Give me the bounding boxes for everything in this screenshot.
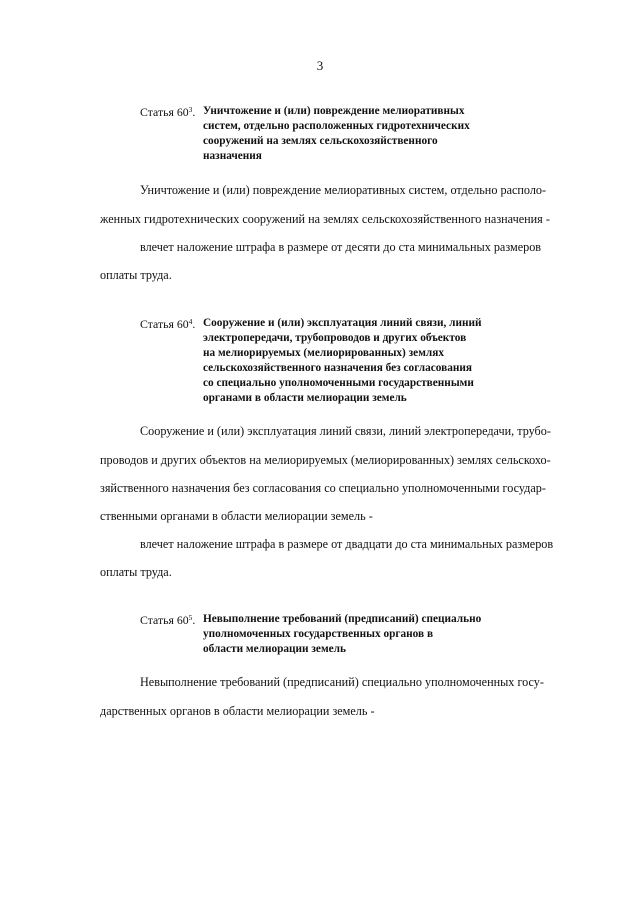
article-2-sup: 4 <box>188 317 193 326</box>
article-2-body-line-1: Сооружение и (или) эксплуатация линий связи, линий электропередачи, трубо- <box>140 424 551 438</box>
article-1-body-line-4: оплаты труда. <box>100 268 172 282</box>
article-2-title-line-6: органами в области мелиорации земель <box>203 392 407 404</box>
article-2-body-line-2: проводов и других объектов на мелиорируемых (мелиорированных) землях сельскохо- <box>100 453 551 467</box>
article-1-heading: Статья $60^3$. <box>140 105 196 119</box>
article-3-body-line-1: Невыполнение требований (предписаний) специально уполномоченных госу- <box>140 675 544 689</box>
article-3-title-line-3: области мелиорации земель <box>203 643 346 655</box>
article-2-title-line-1: Сооружение и (или) эксплуатация линий связи, линий <box>203 317 482 329</box>
article-1-title-line-3: сооружений на землях сельскохозяйственного <box>203 135 438 147</box>
article-2-title-line-3: на мелиорируемых (мелиорированных) землях <box>203 347 444 359</box>
article-2-body-line-3: зяйственного назначения без согласования со специально уполномоченными государ- <box>100 481 546 495</box>
article-1-title-line-2: систем, отдельно расположенных гидротехнических <box>203 120 470 132</box>
article-3-body-line-2: дарственных органов в области мелиорации земель - <box>100 704 375 718</box>
article-2-body-line-6: оплаты труда. <box>100 565 172 579</box>
page-number: 3 <box>316 58 324 73</box>
article-3-title-line-1: Невыполнение требований (предписаний) специально <box>203 613 482 625</box>
article-3-label: Статья 60 <box>140 613 189 627</box>
article-3-title-line-2: уполномоченных государственных органов в <box>203 628 434 640</box>
article-2-heading: Статья $60^4$. <box>140 317 196 331</box>
article-2-body-line-5: влечет наложение штрафа в размере от двадцати до ста минимальных размеров <box>140 537 554 551</box>
article-1-title-line-4: назначения <box>203 150 262 162</box>
article-2-title-line-5: со специально уполномоченными государственными <box>203 377 474 389</box>
article-2-body-line-4: ственными органами в области мелиорации земель - <box>100 509 373 523</box>
article-2-title-line-2: электропередачи, трубопроводов и других объектов <box>203 332 467 344</box>
article-2-label: Статья 60 <box>140 317 189 331</box>
article-1-body-line-1: Уничтожение и (или) повреждение мелиоративных систем, отдельно располо- <box>140 183 547 197</box>
article-1-label: Статья 60 <box>140 105 189 119</box>
article-3-heading: Статья $60^5$. <box>140 613 196 627</box>
article-1-sup: 3 <box>188 105 193 114</box>
article-2-title-line-4: сельскохозяйственного назначения без согласования <box>203 362 472 374</box>
article-1-body-line-2: женных гидротехнических сооружений на землях сельскохозяйственного назначения - <box>100 212 550 226</box>
article-3-sup: 5 <box>188 613 193 622</box>
article-1-title-line-1: Уничтожение и (или) повреждение мелиоративных <box>203 105 465 117</box>
article-1-body-line-3: влечет наложение штрафа в размере от десяти до ста минимальных размеров <box>140 240 542 254</box>
